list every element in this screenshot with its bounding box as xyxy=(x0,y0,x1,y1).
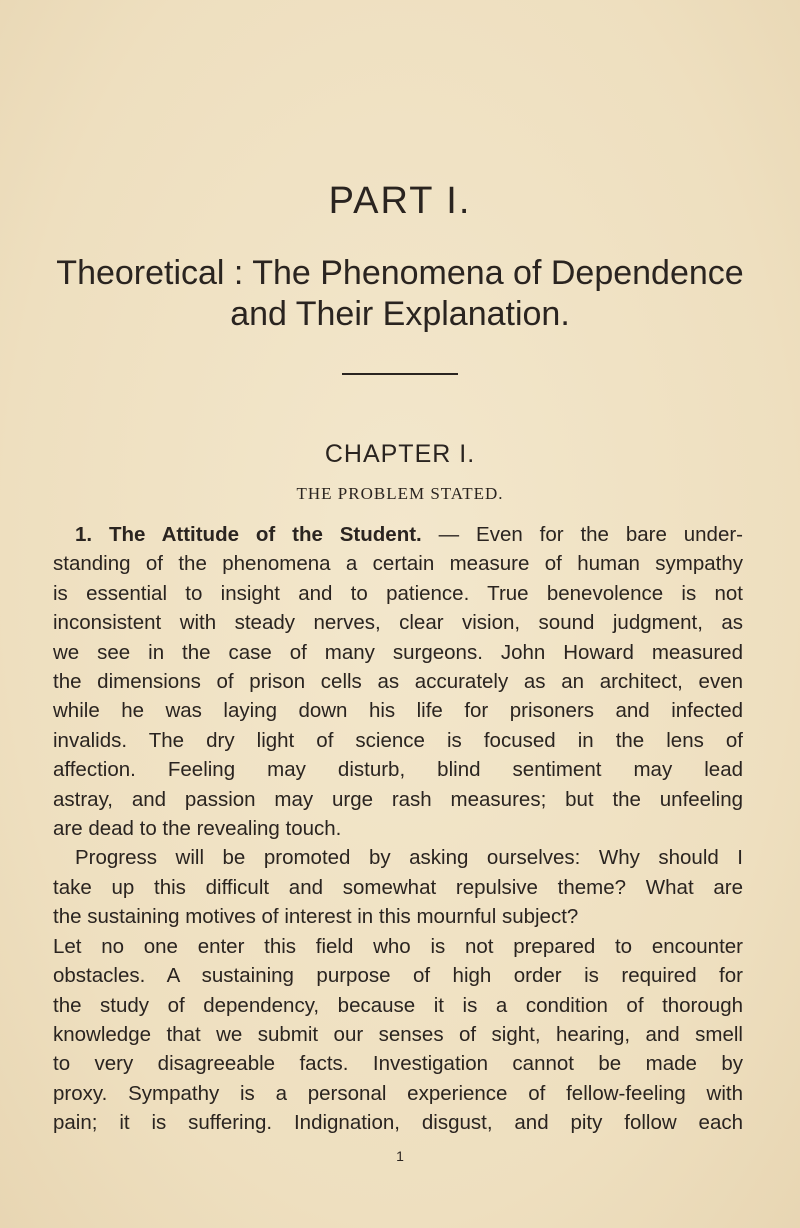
paragraph-1-line: astray, and passion may urge rash measures; but the unfeeling xyxy=(53,787,743,811)
paragraph-2-line: obstacles. A sustaining purpose of high order is required for xyxy=(53,964,743,988)
paragraph-2-line: to very disagreeable facts. Investigation cannot be made by xyxy=(53,1052,743,1076)
part-subtitle-line-2: and Their Explanation. xyxy=(230,295,570,333)
section-heading: The Attitude of the Student. xyxy=(109,523,422,546)
page-number: 1 xyxy=(396,1148,404,1164)
part-subtitle-line-1: Theoretical : The Phenomena of Dependence xyxy=(56,254,744,292)
part-subtitle xyxy=(0,253,800,335)
chapter-subtitle: THE PROBLEM STATED. xyxy=(296,484,504,503)
paragraph-1-line: invalids. The dry light of science is focused in the lens of xyxy=(53,728,743,752)
part-title: PART I. xyxy=(328,180,472,222)
heading-dash: — xyxy=(421,523,477,546)
paragraph-1-line: the dimensions of prison cells as accurately as an architect, even xyxy=(53,670,743,694)
paragraph-1-line: we see in the case of many surgeons. John Howard measured xyxy=(53,640,743,664)
paragraph-2-line: knowledge that we submit our senses of sight, hearing, and smell xyxy=(53,1022,743,1046)
paragraph-1-line-1-text: Even for the bare under- xyxy=(476,523,744,546)
paragraph-1-line-1 xyxy=(53,520,743,549)
paragraph-1-line: while he was laying down his life for prisoners and infected xyxy=(53,699,743,723)
paragraph-2-line: pain; it is suffering. Indignation, disgust, and pity follow each xyxy=(53,1111,743,1135)
paragraph-1-line: are dead to the revealing touch. xyxy=(53,817,342,841)
body-text xyxy=(53,520,743,1138)
section-divider-rule xyxy=(342,373,458,375)
section-number: 1. xyxy=(75,523,93,546)
paragraph-1-line: is essential to insight and to patience. True benevolence is not xyxy=(53,581,743,605)
paragraph-2-line: the sustaining motives of interest in this mournful subject? xyxy=(53,905,579,929)
paragraph-2-line: Progress will be promoted by asking ourselves: Why should I xyxy=(75,846,743,870)
paragraph-2-line: Let no one enter this field who is not prepared to encounter xyxy=(53,934,743,958)
paragraph-2-line: the study of dependency, because it is a condition of thorough xyxy=(53,993,743,1017)
paragraph-1-line: affection. Feeling may disturb, blind sentiment may lead xyxy=(53,758,743,782)
paragraph-2-line: proxy. Sympathy is a personal experience of fellow-feeling with xyxy=(53,1081,743,1105)
paragraph-1-line: standing of the phenomena a certain measure of human sympathy xyxy=(53,552,743,576)
chapter-title: CHAPTER I. xyxy=(324,440,476,468)
paragraph-2-line: take up this difficult and somewhat repulsive theme? What are xyxy=(53,875,743,899)
paragraph-1-line: inconsistent with steady nerves, clear vision, sound judgment, as xyxy=(53,611,743,635)
